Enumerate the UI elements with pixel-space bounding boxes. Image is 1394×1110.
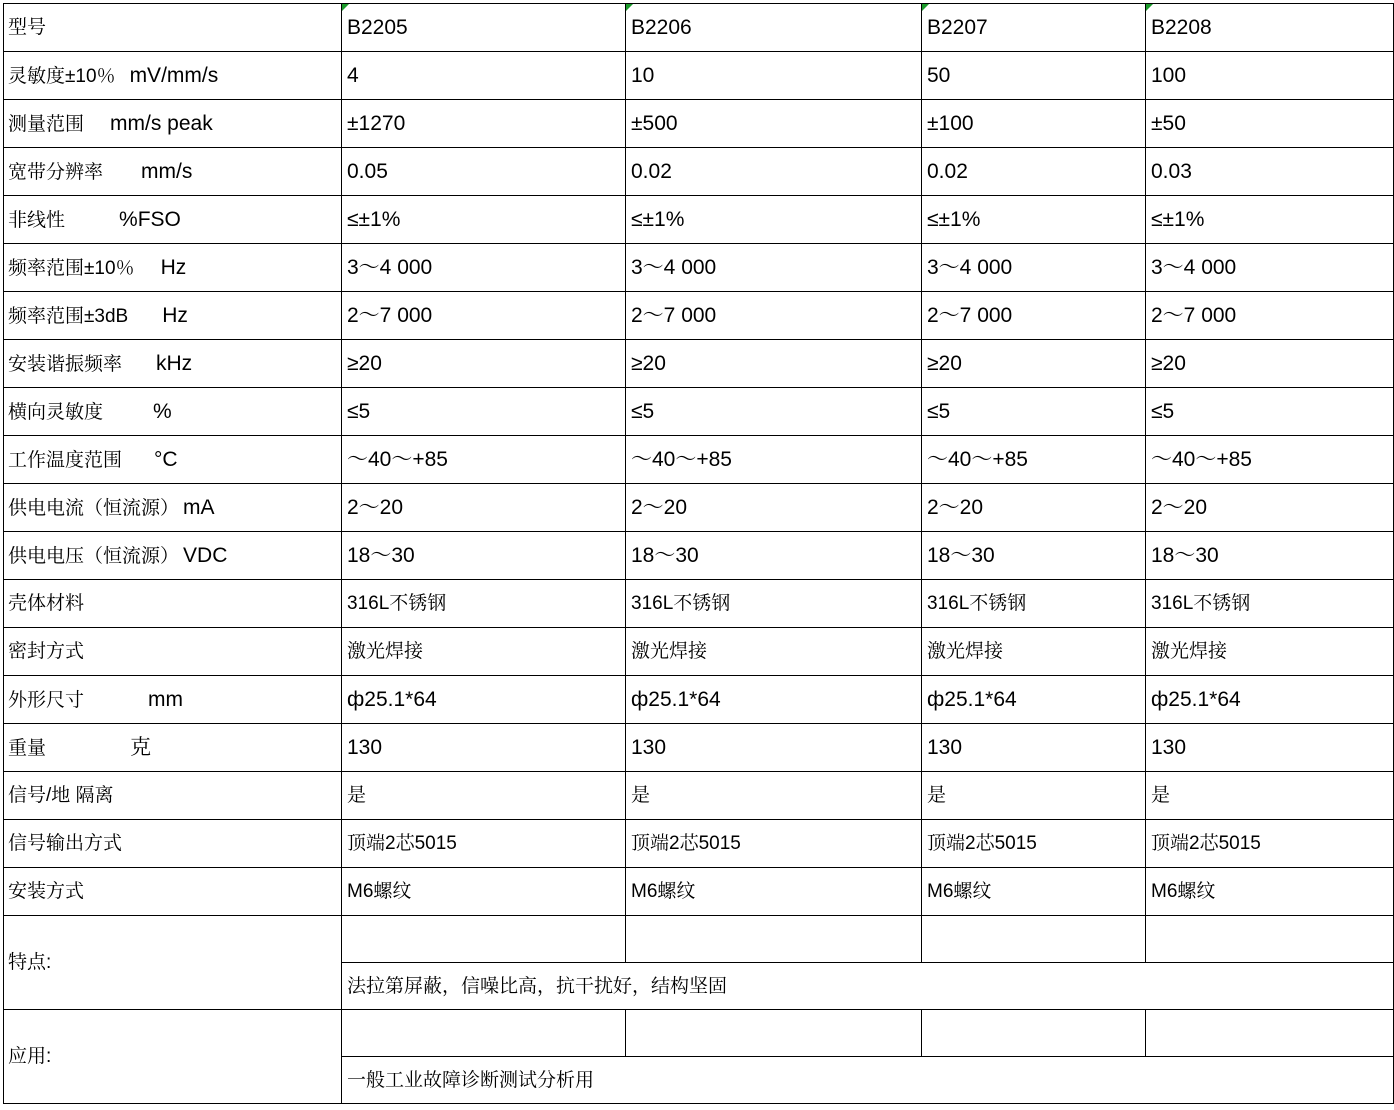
value-cell: 2～20 xyxy=(1146,484,1394,532)
empty-cell xyxy=(342,916,626,963)
value-cell: 2～7 000 xyxy=(922,292,1146,340)
row-label-cell xyxy=(4,532,342,580)
spec-row xyxy=(4,244,1394,292)
spec-row xyxy=(4,772,1394,820)
value-cell: 激光焊接 xyxy=(922,628,1146,676)
row-label: 宽带分辨率 xyxy=(8,162,104,183)
row-unit: %FSO xyxy=(119,208,181,231)
value-cell: M6螺纹 xyxy=(1146,868,1394,916)
value-cell: 316L不锈钢 xyxy=(1146,580,1394,628)
value-cell: 18～30 xyxy=(342,532,626,580)
row-label: 密封方式 xyxy=(8,641,85,662)
value-cell: 130 xyxy=(922,724,1146,772)
empty-cell xyxy=(342,1010,626,1057)
value-cell: ≤5 xyxy=(342,388,626,436)
value-cell: 0.02 xyxy=(922,148,1146,196)
row-unit: 克 xyxy=(130,736,152,759)
value-cell: 顶端2芯5015 xyxy=(1146,820,1394,868)
spec-row xyxy=(4,580,1394,628)
row-label: 壳体材料 xyxy=(8,593,85,614)
value-cell: 3～4 000 xyxy=(1146,244,1394,292)
spec-row xyxy=(4,196,1394,244)
row-label: 安装方式 xyxy=(8,881,85,902)
empty-cell xyxy=(1146,1010,1394,1057)
spec-row xyxy=(4,628,1394,676)
spec-table-body xyxy=(4,4,1394,1104)
application-label: 应用: xyxy=(4,1010,342,1104)
value-cell: 0.05 xyxy=(342,148,626,196)
spec-row xyxy=(4,436,1394,484)
value-cell: 是 xyxy=(626,772,922,820)
features-label: 特点: xyxy=(4,916,342,1010)
value-cell: 2～7 000 xyxy=(1146,292,1394,340)
value-cell: 316L不锈钢 xyxy=(342,580,626,628)
application-row-top xyxy=(4,1010,1394,1057)
row-unit: Hz xyxy=(162,304,188,327)
value-cell: 激光焊接 xyxy=(1146,628,1394,676)
row-label-cell xyxy=(4,388,342,436)
value-cell: ±100 xyxy=(922,100,1146,148)
value-cell: 130 xyxy=(1146,724,1394,772)
row-label: 工作温度范围 xyxy=(8,450,123,471)
row-label-cell xyxy=(4,868,342,916)
spec-row xyxy=(4,100,1394,148)
value-cell: ≥20 xyxy=(342,340,626,388)
row-label: 供电电压（恒流源） xyxy=(8,546,180,567)
value-cell: ～40～+85 xyxy=(1146,436,1394,484)
value-cell: ≤±1% xyxy=(1146,196,1394,244)
row-label-cell xyxy=(4,100,342,148)
model-b2205: B2205 xyxy=(342,4,626,52)
row-label-cell xyxy=(4,436,342,484)
row-label: 重量 xyxy=(8,738,47,759)
empty-cell xyxy=(922,1010,1146,1057)
spec-table xyxy=(3,3,1394,1104)
row-unit: kHz xyxy=(156,352,193,375)
value-cell: 3～4 000 xyxy=(626,244,922,292)
model-b2208: B2208 xyxy=(1146,4,1394,52)
row-label-cell xyxy=(4,772,342,820)
value-cell: ф25.1*64 xyxy=(342,676,626,724)
value-cell: 0.03 xyxy=(1146,148,1394,196)
value-cell: 4 xyxy=(342,52,626,100)
row-label-cell xyxy=(4,196,342,244)
value-cell: ф25.1*64 xyxy=(922,676,1146,724)
value-cell: 2～7 000 xyxy=(626,292,922,340)
value-cell: M6螺纹 xyxy=(626,868,922,916)
value-cell: 顶端2芯5015 xyxy=(342,820,626,868)
row-label: 安装谐振频率 xyxy=(8,354,123,375)
row-label: 频率范围±3dB xyxy=(8,306,129,327)
value-cell: 激光焊接 xyxy=(626,628,922,676)
value-cell: 2～7 000 xyxy=(342,292,626,340)
row-label-cell xyxy=(4,628,342,676)
row-label: 信号输出方式 xyxy=(8,833,123,854)
value-cell: ±50 xyxy=(1146,100,1394,148)
value-cell: ≥20 xyxy=(626,340,922,388)
row-label: 灵敏度±10％ xyxy=(8,66,116,87)
value-cell: 2～20 xyxy=(626,484,922,532)
row-label: 测量范围 xyxy=(8,114,85,135)
row-label-cell xyxy=(4,148,342,196)
value-cell: 316L不锈钢 xyxy=(922,580,1146,628)
spec-row xyxy=(4,820,1394,868)
value-cell: 50 xyxy=(922,52,1146,100)
spec-row xyxy=(4,292,1394,340)
model-b2206: B2206 xyxy=(626,4,922,52)
row-unit: mV/mm/s xyxy=(129,64,219,87)
spec-row xyxy=(4,340,1394,388)
row-label-cell xyxy=(4,484,342,532)
value-cell: 3～4 000 xyxy=(342,244,626,292)
spec-row xyxy=(4,724,1394,772)
value-cell: 130 xyxy=(342,724,626,772)
value-cell: ～40～+85 xyxy=(626,436,922,484)
row-label: 外形尺寸 xyxy=(8,690,85,711)
value-cell: 18～30 xyxy=(1146,532,1394,580)
value-cell: 18～30 xyxy=(626,532,922,580)
spec-row xyxy=(4,148,1394,196)
value-cell: 是 xyxy=(1146,772,1394,820)
row-label-cell xyxy=(4,340,342,388)
empty-cell xyxy=(626,1010,922,1057)
value-cell: 激光焊接 xyxy=(342,628,626,676)
value-cell: 316L不锈钢 xyxy=(626,580,922,628)
header-row xyxy=(4,4,1394,52)
row-label-cell xyxy=(4,580,342,628)
spec-row xyxy=(4,484,1394,532)
application-text: 一般工业故障诊断测试分析用 xyxy=(342,1057,1394,1104)
value-cell: 18～30 xyxy=(922,532,1146,580)
row-label: 非线性 xyxy=(8,210,66,231)
empty-cell xyxy=(1146,916,1394,963)
value-cell: 是 xyxy=(342,772,626,820)
row-label-cell xyxy=(4,292,342,340)
value-cell: ≤±1% xyxy=(626,196,922,244)
value-cell: 100 xyxy=(1146,52,1394,100)
spec-row xyxy=(4,532,1394,580)
value-cell: ≤5 xyxy=(1146,388,1394,436)
empty-cell xyxy=(626,916,922,963)
row-unit: mA xyxy=(183,496,215,519)
value-cell: M6螺纹 xyxy=(922,868,1146,916)
row-unit: mm/s peak xyxy=(110,112,213,135)
features-row-top xyxy=(4,916,1394,963)
value-cell: 2～20 xyxy=(342,484,626,532)
value-cell: ф25.1*64 xyxy=(626,676,922,724)
value-cell: ≤±1% xyxy=(922,196,1146,244)
value-cell: 0.02 xyxy=(626,148,922,196)
value-cell: ≥20 xyxy=(1146,340,1394,388)
row-unit: % xyxy=(153,400,172,423)
row-label: 频率范围±10％ xyxy=(8,258,135,279)
row-unit: °C xyxy=(154,448,178,471)
row-label: 供电电流（恒流源） xyxy=(8,498,180,519)
value-cell: ≥20 xyxy=(922,340,1146,388)
value-cell: ≤5 xyxy=(626,388,922,436)
spec-row xyxy=(4,676,1394,724)
value-cell: ≤5 xyxy=(922,388,1146,436)
row-unit: Hz xyxy=(160,256,187,279)
row-unit: VDC xyxy=(183,544,228,567)
spec-row xyxy=(4,388,1394,436)
value-cell: 10 xyxy=(626,52,922,100)
row-label: 信号/地 隔离 xyxy=(8,785,114,806)
value-cell: 2～20 xyxy=(922,484,1146,532)
value-cell: 3～4 000 xyxy=(922,244,1146,292)
row-unit: mm xyxy=(148,688,184,711)
row-label-cell xyxy=(4,244,342,292)
spec-row xyxy=(4,52,1394,100)
row-label-cell xyxy=(4,52,342,100)
spec-row xyxy=(4,868,1394,916)
header-label: 型号 xyxy=(4,4,342,52)
row-label-cell xyxy=(4,820,342,868)
value-cell: ±1270 xyxy=(342,100,626,148)
row-label: 横向灵敏度 xyxy=(8,402,104,423)
value-cell: ～40～+85 xyxy=(922,436,1146,484)
value-cell: ～40～+85 xyxy=(342,436,626,484)
row-label-cell xyxy=(4,724,342,772)
value-cell: ≤±1% xyxy=(342,196,626,244)
value-cell: ±500 xyxy=(626,100,922,148)
value-cell: M6螺纹 xyxy=(342,868,626,916)
row-unit: mm/s xyxy=(141,160,193,183)
empty-cell xyxy=(922,916,1146,963)
value-cell: 顶端2芯5015 xyxy=(626,820,922,868)
value-cell: ф25.1*64 xyxy=(1146,676,1394,724)
value-cell: 130 xyxy=(626,724,922,772)
value-cell: 顶端2芯5015 xyxy=(922,820,1146,868)
features-text: 法拉第屏蔽，信噪比高，抗干扰好，结构坚固 xyxy=(342,963,1394,1010)
row-label-cell xyxy=(4,676,342,724)
value-cell: 是 xyxy=(922,772,1146,820)
model-b2207: B2207 xyxy=(922,4,1146,52)
